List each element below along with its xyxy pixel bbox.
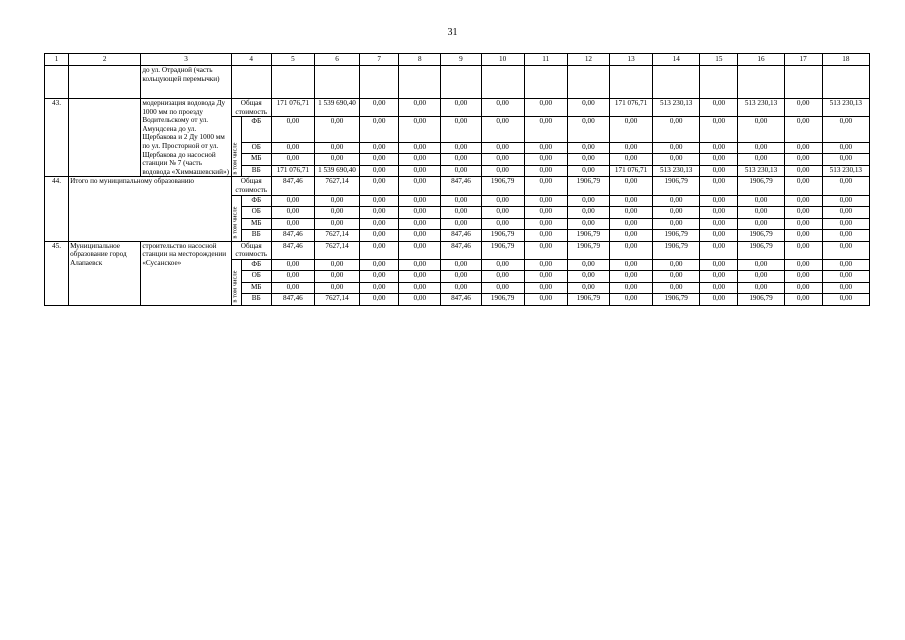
value-cell: 0,00 bbox=[360, 241, 399, 259]
funding-type: МБ bbox=[241, 154, 271, 166]
value-cell: 0,00 bbox=[399, 259, 441, 271]
value-cell: 513 230,13 bbox=[653, 99, 700, 117]
value-cell: 0,00 bbox=[524, 294, 567, 306]
value-cell: 0,00 bbox=[271, 142, 314, 154]
value-cell: 0,00 bbox=[441, 282, 481, 294]
value-cell: 0,00 bbox=[822, 195, 869, 207]
header-cell: 6 bbox=[314, 54, 359, 66]
header-cell: 4 bbox=[231, 54, 271, 66]
value-cell: 0,00 bbox=[738, 218, 784, 230]
project-description: до ул. Отрадной (часть кольцующей перемычки) bbox=[141, 66, 231, 99]
value-cell: 171 076,71 bbox=[609, 99, 652, 117]
value-cell: 0,00 bbox=[271, 259, 314, 271]
value-cell: 0,00 bbox=[399, 154, 441, 166]
value-cell: 847,46 bbox=[271, 241, 314, 259]
funding-type: МБ bbox=[241, 218, 271, 230]
funding-type: ВБ bbox=[241, 230, 271, 242]
funding-type: ОБ bbox=[241, 271, 271, 283]
value-cell: 0,00 bbox=[524, 218, 567, 230]
value-cell: 0,00 bbox=[784, 230, 822, 242]
value-cell: 847,46 bbox=[441, 230, 481, 242]
value-cell: 7627,14 bbox=[314, 230, 359, 242]
value-cell: 1906,79 bbox=[567, 294, 609, 306]
header-cell: 17 bbox=[784, 54, 822, 66]
value-cell: 0,00 bbox=[822, 282, 869, 294]
funding-type: ФБ bbox=[241, 259, 271, 271]
value-cell: 0,00 bbox=[653, 207, 700, 219]
value-cell: 0,00 bbox=[399, 294, 441, 306]
value-cell: 0,00 bbox=[822, 294, 869, 306]
value-cell: 0,00 bbox=[314, 259, 359, 271]
value-cell: 0,00 bbox=[360, 142, 399, 154]
value-cell: 0,00 bbox=[653, 259, 700, 271]
value-cell: 0,00 bbox=[822, 271, 869, 283]
value-cell: 0,00 bbox=[360, 117, 399, 143]
value-cell: 0,00 bbox=[271, 271, 314, 283]
value-cell: 0,00 bbox=[271, 218, 314, 230]
value-cell: 513 230,13 bbox=[738, 99, 784, 117]
value-cell: 0,00 bbox=[784, 165, 822, 177]
header-cell: 8 bbox=[399, 54, 441, 66]
value-cell: 513 230,13 bbox=[738, 165, 784, 177]
value-cell: 0,00 bbox=[738, 154, 784, 166]
value-cell: 0,00 bbox=[567, 142, 609, 154]
value-cell: 0,00 bbox=[360, 165, 399, 177]
value-cell: 0,00 bbox=[653, 195, 700, 207]
value-cell: 0,00 bbox=[481, 207, 524, 219]
value-cell: 1906,79 bbox=[653, 241, 700, 259]
page-number: 31 bbox=[447, 27, 458, 38]
value-cell: 0,00 bbox=[441, 142, 481, 154]
value-cell: 0,00 bbox=[609, 218, 652, 230]
municipality-name: Итого по муниципальному образованию bbox=[69, 177, 232, 241]
value-cell: 0,00 bbox=[524, 241, 567, 259]
value-cell: 1906,79 bbox=[738, 294, 784, 306]
value-cell: 0,00 bbox=[481, 195, 524, 207]
value-cell: 0,00 bbox=[481, 154, 524, 166]
value-cell: 0,00 bbox=[524, 165, 567, 177]
funding-type: Общая стоимость bbox=[231, 177, 271, 195]
value-cell: 0,00 bbox=[441, 99, 481, 117]
header-cell: 11 bbox=[524, 54, 567, 66]
value-cell: 0,00 bbox=[567, 154, 609, 166]
value-cell: 0,00 bbox=[360, 177, 399, 195]
value-cell: 0,00 bbox=[567, 282, 609, 294]
breakdown-label: в том числе bbox=[231, 142, 239, 175]
row-number: 45. bbox=[45, 241, 69, 305]
header-cell: 5 bbox=[271, 54, 314, 66]
value-cell: 0,00 bbox=[360, 282, 399, 294]
value-cell: 0,00 bbox=[609, 154, 652, 166]
value-cell: 0,00 bbox=[822, 259, 869, 271]
value-cell: 0,00 bbox=[784, 195, 822, 207]
value-cell: 0,00 bbox=[524, 259, 567, 271]
value-cell: 0,00 bbox=[784, 99, 822, 117]
value-cell: 0,00 bbox=[609, 282, 652, 294]
value-cell: 0,00 bbox=[360, 230, 399, 242]
value-cell: 0,00 bbox=[700, 154, 738, 166]
value-cell: 1906,79 bbox=[738, 230, 784, 242]
value-cell: 0,00 bbox=[481, 271, 524, 283]
value-cell: 0,00 bbox=[822, 207, 869, 219]
header-cell: 18 bbox=[822, 54, 869, 66]
value-cell: 0,00 bbox=[700, 207, 738, 219]
row-number-cell bbox=[45, 66, 69, 99]
value-cell: 0,00 bbox=[481, 99, 524, 117]
value-cell: 0,00 bbox=[524, 195, 567, 207]
value-cell: 1906,79 bbox=[567, 241, 609, 259]
value-cell: 0,00 bbox=[822, 154, 869, 166]
value-cell: 0,00 bbox=[700, 294, 738, 306]
value-cell: 0,00 bbox=[609, 259, 652, 271]
value-cell: 0,00 bbox=[481, 218, 524, 230]
value-cell: 1 539 690,40 bbox=[314, 99, 359, 117]
funding-type: ФБ bbox=[241, 195, 271, 207]
value-cell: 0,00 bbox=[481, 259, 524, 271]
project-description: модернизация водовода Ду 1000 мм по проезду Водительскому от ул. Амундсена до ул. Щербакова и 2 Ду 1000 мм по ул. Просторной от ул. Щербакова до насосной станции № 7 (часть водовода «Химмашевский») bbox=[141, 99, 231, 177]
value-cell: 847,46 bbox=[441, 294, 481, 306]
municipality-name: Муниципальное образование город Алапаевск bbox=[69, 241, 141, 305]
value-cell: 171 076,71 bbox=[271, 99, 314, 117]
value-cell: 0,00 bbox=[609, 142, 652, 154]
value-cell: 0,00 bbox=[360, 154, 399, 166]
value-cell: 0,00 bbox=[700, 282, 738, 294]
table-row bbox=[45, 177, 870, 195]
value-cell: 0,00 bbox=[271, 154, 314, 166]
value-cell: 0,00 bbox=[784, 241, 822, 259]
value-cell: 0,00 bbox=[567, 195, 609, 207]
value-cell: 0,00 bbox=[784, 282, 822, 294]
value-cell: 1 539 690,40 bbox=[314, 165, 359, 177]
value-cell: 0,00 bbox=[524, 271, 567, 283]
header-cell: 7 bbox=[360, 54, 399, 66]
value-cell: 0,00 bbox=[700, 99, 738, 117]
value-cell: 0,00 bbox=[738, 142, 784, 154]
header-row bbox=[45, 54, 870, 66]
value-cell: 7627,14 bbox=[314, 177, 359, 195]
row-number: 43. bbox=[45, 99, 69, 177]
value-cell: 0,00 bbox=[567, 117, 609, 143]
value-cell: 0,00 bbox=[738, 195, 784, 207]
value-cell: 0,00 bbox=[784, 154, 822, 166]
value-cell: 0,00 bbox=[441, 207, 481, 219]
header-cell: 16 bbox=[738, 54, 784, 66]
value-cell: 0,00 bbox=[609, 117, 652, 143]
budget-table bbox=[44, 53, 870, 306]
value-cell: 0,00 bbox=[609, 177, 652, 195]
value-cell: 0,00 bbox=[784, 294, 822, 306]
value-cell: 0,00 bbox=[360, 294, 399, 306]
value-cell: 0,00 bbox=[399, 271, 441, 283]
value-cell: 0,00 bbox=[314, 142, 359, 154]
value-cell: 1906,79 bbox=[567, 177, 609, 195]
value-cell: 0,00 bbox=[738, 282, 784, 294]
value-cell: 847,46 bbox=[441, 241, 481, 259]
value-cell: 0,00 bbox=[314, 117, 359, 143]
value-cell: 0,00 bbox=[700, 165, 738, 177]
value-cell: 0,00 bbox=[399, 165, 441, 177]
value-cell: 0,00 bbox=[399, 218, 441, 230]
value-cell: 0,00 bbox=[700, 177, 738, 195]
funding-type: Общая стоимость bbox=[231, 99, 271, 117]
value-cell: 1906,79 bbox=[481, 230, 524, 242]
value-cell: 0,00 bbox=[524, 230, 567, 242]
value-cell: 0,00 bbox=[822, 230, 869, 242]
value-cell: 1906,79 bbox=[481, 294, 524, 306]
value-cell: 0,00 bbox=[700, 230, 738, 242]
funding-type: ВБ bbox=[241, 165, 271, 177]
value-cell: 0,00 bbox=[399, 207, 441, 219]
value-cell: 0,00 bbox=[399, 117, 441, 143]
municipality-cell bbox=[69, 66, 141, 99]
value-cell: 0,00 bbox=[700, 218, 738, 230]
header-cell: 3 bbox=[141, 54, 231, 66]
value-cell: 171 076,71 bbox=[609, 165, 652, 177]
value-cell: 0,00 bbox=[567, 207, 609, 219]
value-cell: 0,00 bbox=[271, 282, 314, 294]
value-cell: 1906,79 bbox=[653, 294, 700, 306]
header-cell: 15 bbox=[700, 54, 738, 66]
value-cell: 0,00 bbox=[314, 207, 359, 219]
value-cell: 0,00 bbox=[567, 165, 609, 177]
header-cell: 2 bbox=[69, 54, 141, 66]
value-cell: 0,00 bbox=[314, 154, 359, 166]
value-cell: 847,46 bbox=[271, 294, 314, 306]
value-cell: 847,46 bbox=[271, 177, 314, 195]
value-cell: 0,00 bbox=[609, 195, 652, 207]
value-cell: 0,00 bbox=[784, 271, 822, 283]
value-cell: 171 076,71 bbox=[271, 165, 314, 177]
value-cell: 0,00 bbox=[441, 165, 481, 177]
value-cell: 0,00 bbox=[360, 195, 399, 207]
value-cell: 0,00 bbox=[524, 99, 567, 117]
project-description: строительство насосной станции на месторождении «Сусанское» bbox=[141, 241, 231, 305]
value-cell: 0,00 bbox=[399, 282, 441, 294]
value-cell: 0,00 bbox=[609, 271, 652, 283]
value-cell: 513 230,13 bbox=[822, 165, 869, 177]
value-cell: 0,00 bbox=[784, 142, 822, 154]
value-cell: 0,00 bbox=[360, 218, 399, 230]
value-cell: 0,00 bbox=[481, 142, 524, 154]
value-cell: 0,00 bbox=[653, 271, 700, 283]
value-cell: 0,00 bbox=[784, 207, 822, 219]
value-cell: 0,00 bbox=[784, 259, 822, 271]
table-row bbox=[45, 241, 870, 259]
value-cell: 0,00 bbox=[700, 117, 738, 143]
value-cell: 0,00 bbox=[399, 195, 441, 207]
value-cell: 0,00 bbox=[399, 230, 441, 242]
value-cell: 0,00 bbox=[441, 218, 481, 230]
value-cell: 0,00 bbox=[784, 218, 822, 230]
table-row bbox=[45, 99, 870, 117]
value-cell: 0,00 bbox=[271, 117, 314, 143]
value-cell: 0,00 bbox=[738, 271, 784, 283]
value-cell: 1906,79 bbox=[653, 177, 700, 195]
header-cell: 13 bbox=[609, 54, 652, 66]
value-cell: 847,46 bbox=[441, 177, 481, 195]
funding-type: ФБ bbox=[241, 117, 271, 143]
value-cell: 0,00 bbox=[609, 230, 652, 242]
value-cell: 0,00 bbox=[441, 154, 481, 166]
value-cell: 0,00 bbox=[441, 195, 481, 207]
value-cell: 0,00 bbox=[441, 259, 481, 271]
funding-type: ОБ bbox=[241, 142, 271, 154]
value-cell: 0,00 bbox=[271, 207, 314, 219]
funding-type: ВБ bbox=[241, 294, 271, 306]
value-cell: 1906,79 bbox=[481, 177, 524, 195]
value-cell: 0,00 bbox=[399, 142, 441, 154]
value-cell: 0,00 bbox=[653, 117, 700, 143]
value-cell: 0,00 bbox=[524, 207, 567, 219]
value-cell: 0,00 bbox=[738, 207, 784, 219]
continuation-row bbox=[45, 66, 870, 99]
value-cell: 0,00 bbox=[314, 271, 359, 283]
municipality-name bbox=[69, 99, 141, 177]
header-cell: 1 bbox=[45, 54, 69, 66]
value-cell: 1906,79 bbox=[738, 177, 784, 195]
value-cell: 0,00 bbox=[441, 117, 481, 143]
value-cell: 0,00 bbox=[360, 99, 399, 117]
value-cell: 0,00 bbox=[822, 177, 869, 195]
value-cell: 0,00 bbox=[784, 117, 822, 143]
value-cell: 1906,79 bbox=[481, 241, 524, 259]
value-cell: 0,00 bbox=[609, 241, 652, 259]
funding-type: МБ bbox=[241, 282, 271, 294]
funding-type: Общая стоимость bbox=[231, 241, 271, 259]
value-cell: 0,00 bbox=[822, 142, 869, 154]
header-cell: 9 bbox=[441, 54, 481, 66]
value-cell: 0,00 bbox=[360, 259, 399, 271]
value-cell: 0,00 bbox=[700, 271, 738, 283]
value-cell: 7627,14 bbox=[314, 241, 359, 259]
value-cell: 0,00 bbox=[481, 165, 524, 177]
row-number: 44. bbox=[45, 177, 69, 241]
value-cell: 0,00 bbox=[822, 117, 869, 143]
value-cell: 1906,79 bbox=[738, 241, 784, 259]
value-cell: 7627,14 bbox=[314, 294, 359, 306]
value-cell: 0,00 bbox=[700, 241, 738, 259]
header-cell: 14 bbox=[653, 54, 700, 66]
value-cell: 0,00 bbox=[609, 294, 652, 306]
value-cell: 0,00 bbox=[314, 282, 359, 294]
value-cell: 0,00 bbox=[481, 117, 524, 143]
value-cell: 0,00 bbox=[738, 117, 784, 143]
funding-type: ОБ bbox=[241, 207, 271, 219]
value-cell: 0,00 bbox=[609, 207, 652, 219]
value-cell: 513 230,13 bbox=[822, 99, 869, 117]
breakdown-label: в том числе bbox=[231, 206, 239, 239]
header-cell: 12 bbox=[567, 54, 609, 66]
value-cell: 0,00 bbox=[653, 154, 700, 166]
value-cell: 0,00 bbox=[738, 259, 784, 271]
value-cell: 1906,79 bbox=[567, 230, 609, 242]
value-cell: 0,00 bbox=[271, 195, 314, 207]
breakdown-label-cell bbox=[231, 259, 241, 305]
header-cell: 10 bbox=[481, 54, 524, 66]
value-cell: 513 230,13 bbox=[653, 165, 700, 177]
value-cell: 0,00 bbox=[524, 117, 567, 143]
value-cell: 0,00 bbox=[567, 259, 609, 271]
breakdown-label-cell bbox=[231, 117, 241, 177]
value-cell: 0,00 bbox=[360, 207, 399, 219]
breakdown-label: в том числе bbox=[231, 270, 239, 303]
value-cell: 0,00 bbox=[567, 271, 609, 283]
value-cell: 0,00 bbox=[399, 99, 441, 117]
value-cell: 0,00 bbox=[700, 142, 738, 154]
value-cell: 0,00 bbox=[700, 259, 738, 271]
value-cell: 1906,79 bbox=[653, 230, 700, 242]
value-cell: 0,00 bbox=[314, 218, 359, 230]
breakdown-label-cell bbox=[231, 195, 241, 241]
value-cell: 0,00 bbox=[700, 195, 738, 207]
value-cell: 0,00 bbox=[314, 195, 359, 207]
value-cell: 0,00 bbox=[524, 142, 567, 154]
value-cell: 0,00 bbox=[784, 177, 822, 195]
value-cell: 0,00 bbox=[567, 99, 609, 117]
value-cell: 0,00 bbox=[441, 271, 481, 283]
value-cell: 847,46 bbox=[271, 230, 314, 242]
value-cell: 0,00 bbox=[524, 154, 567, 166]
value-cell: 0,00 bbox=[399, 241, 441, 259]
value-cell: 0,00 bbox=[822, 241, 869, 259]
value-cell: 0,00 bbox=[653, 218, 700, 230]
value-cell: 0,00 bbox=[360, 271, 399, 283]
value-cell: 0,00 bbox=[567, 218, 609, 230]
value-cell: 0,00 bbox=[524, 177, 567, 195]
value-cell: 0,00 bbox=[822, 218, 869, 230]
value-cell: 0,00 bbox=[653, 142, 700, 154]
value-cell: 0,00 bbox=[653, 282, 700, 294]
value-cell: 0,00 bbox=[481, 282, 524, 294]
value-cell: 0,00 bbox=[399, 177, 441, 195]
value-cell: 0,00 bbox=[524, 282, 567, 294]
table-body bbox=[45, 54, 870, 306]
